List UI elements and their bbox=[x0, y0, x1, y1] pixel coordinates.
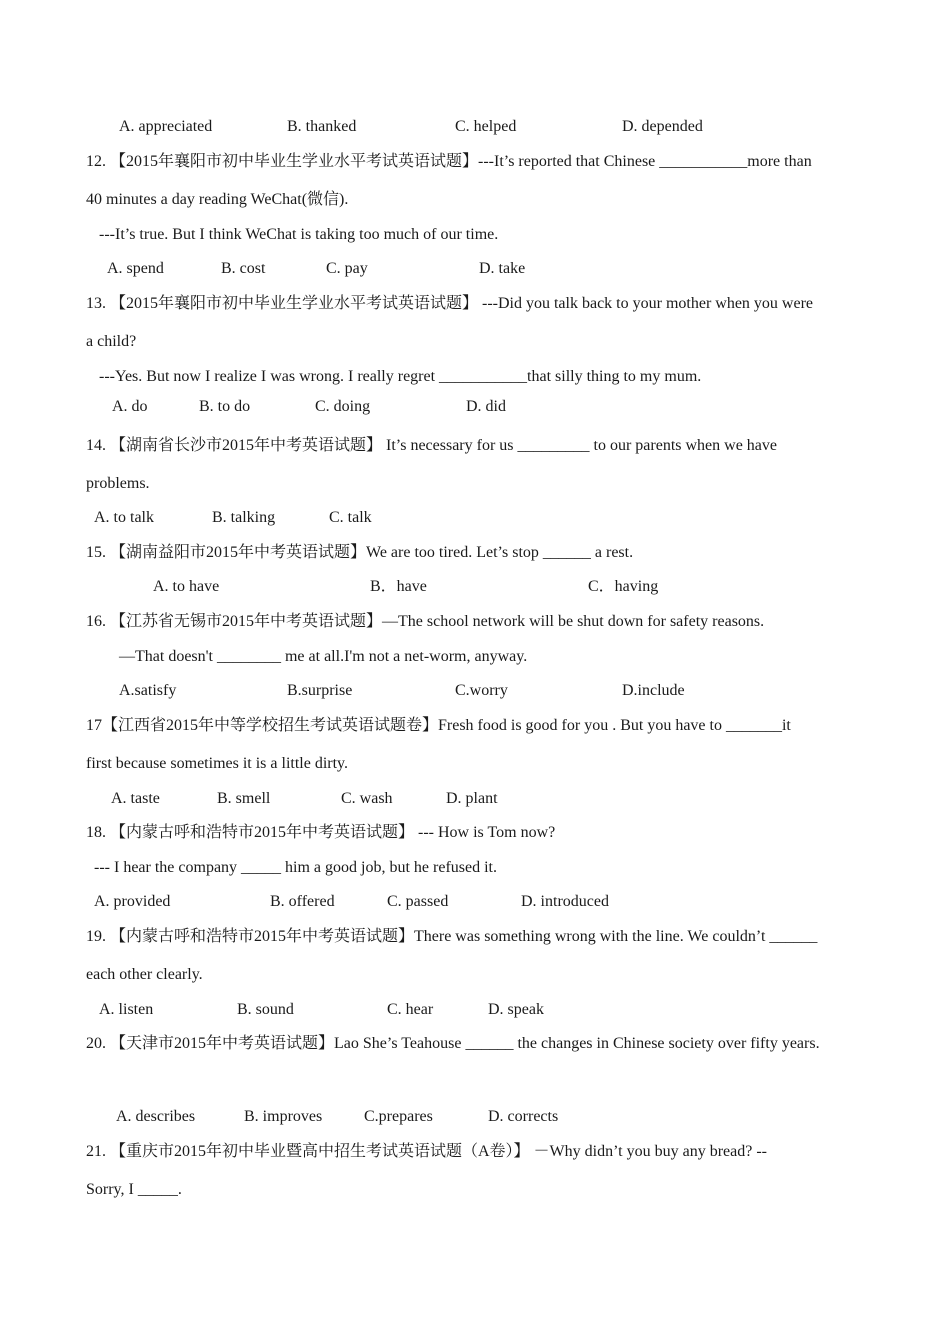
question-line: 21. 【重庆市2015年初中毕业暨高中招生考试英语试题（A卷）】 －Why didn’t you buy any bread? -- bbox=[86, 1143, 767, 1160]
answer-option: C. passed bbox=[387, 893, 449, 910]
answer-option: D. take bbox=[479, 260, 526, 277]
answer-option: C. hear bbox=[387, 1001, 434, 1018]
question-line: ---It’s true. But I think WeChat is taking too much of our time. bbox=[99, 226, 499, 243]
answer-option: D. speak bbox=[488, 1001, 544, 1018]
question-line: 12. 【2015年襄阳市初中毕业生学业水平考试英语试题】---It’s reported that Chinese ___________more than bbox=[86, 153, 812, 170]
question-line: ---Yes. But now I realize I was wrong. I really regret ___________that silly thing to my mum. bbox=[99, 368, 702, 385]
question-line: 18. 【内蒙古呼和浩特市2015年中考英语试题】 --- How is Tom now? bbox=[86, 824, 556, 841]
question-line: 16. 【江苏省无锡市2015年中考英语试题】—The school network will be shut down for safety reasons. bbox=[86, 613, 765, 630]
answer-option: C. talk bbox=[329, 509, 372, 526]
question-line: 13. 【2015年襄阳市初中毕业生学业水平考试英语试题】 ---Did you talk back to your mother when you were bbox=[86, 295, 814, 312]
answer-option: D. did bbox=[466, 398, 506, 415]
answer-option: C. pay bbox=[326, 260, 368, 277]
question-line: a child? bbox=[86, 333, 137, 350]
answer-option: B.surprise bbox=[287, 682, 353, 699]
answer-option: A. appreciated bbox=[119, 118, 213, 135]
answer-option: D. corrects bbox=[488, 1108, 559, 1125]
answer-option: B. talking bbox=[212, 509, 276, 526]
question-line: 19. 【内蒙古呼和浩特市2015年中考英语试题】There was something wrong with the line. We couldn’t ______ bbox=[86, 928, 818, 945]
answer-option: B. to do bbox=[199, 398, 251, 415]
answer-option: C.prepares bbox=[364, 1108, 433, 1125]
question-line: Sorry, I _____. bbox=[86, 1181, 182, 1198]
answer-option: C．having bbox=[588, 578, 659, 595]
answer-option: A. do bbox=[112, 398, 148, 415]
answer-option: A.satisfy bbox=[119, 682, 177, 699]
question-line: —That doesn't ________ me at all.I'm not a net-worm, anyway. bbox=[119, 648, 528, 665]
answer-option: B．have bbox=[370, 578, 427, 595]
answer-option: A. listen bbox=[99, 1001, 154, 1018]
question-line: 20. 【天津市2015年中考英语试题】Lao She’s Teahouse ______ the changes in Chinese society over fifty years. bbox=[86, 1035, 820, 1052]
question-line: problems. bbox=[86, 475, 150, 492]
question-line: 15. 【湖南益阳市2015年中考英语试题】We are too tired. Let’s stop ______ a rest. bbox=[86, 544, 634, 561]
answer-option: C. doing bbox=[315, 398, 371, 415]
answer-option: D. plant bbox=[446, 790, 498, 807]
answer-option: A. to talk bbox=[94, 509, 154, 526]
answer-option: B. sound bbox=[237, 1001, 294, 1018]
answer-option: A. to have bbox=[153, 578, 220, 595]
question-line: 40 minutes a day reading WeChat(微信). bbox=[86, 191, 349, 208]
answer-option: C.worry bbox=[455, 682, 508, 699]
answer-option: B. improves bbox=[244, 1108, 323, 1125]
answer-option: B. offered bbox=[270, 893, 335, 910]
answer-option: D. introduced bbox=[521, 893, 609, 910]
question-line: 14. 【湖南省长沙市2015年中考英语试题】 It’s necessary for us _________ to our parents when we have bbox=[86, 437, 778, 454]
question-line: first because sometimes it is a little dirty. bbox=[86, 755, 349, 772]
answer-option: D. depended bbox=[622, 118, 703, 135]
question-line: each other clearly. bbox=[86, 966, 203, 983]
answer-option: B. smell bbox=[217, 790, 271, 807]
answer-option: A. describes bbox=[116, 1108, 196, 1125]
answer-option: C. wash bbox=[341, 790, 393, 807]
answer-option: D.include bbox=[622, 682, 685, 699]
answer-option: A. spend bbox=[107, 260, 164, 277]
question-line: --- I hear the company _____ him a good job, but he refused it. bbox=[94, 859, 497, 876]
answer-option: B. cost bbox=[221, 260, 266, 277]
answer-option: A. provided bbox=[94, 893, 171, 910]
question-line: 17【江西省2015年中等学校招生考试英语试题卷】Fresh food is good for you . But you have to _______it bbox=[86, 717, 791, 734]
answer-option: A. taste bbox=[111, 790, 160, 807]
answer-option: C. helped bbox=[455, 118, 517, 135]
answer-option: B. thanked bbox=[287, 118, 357, 135]
